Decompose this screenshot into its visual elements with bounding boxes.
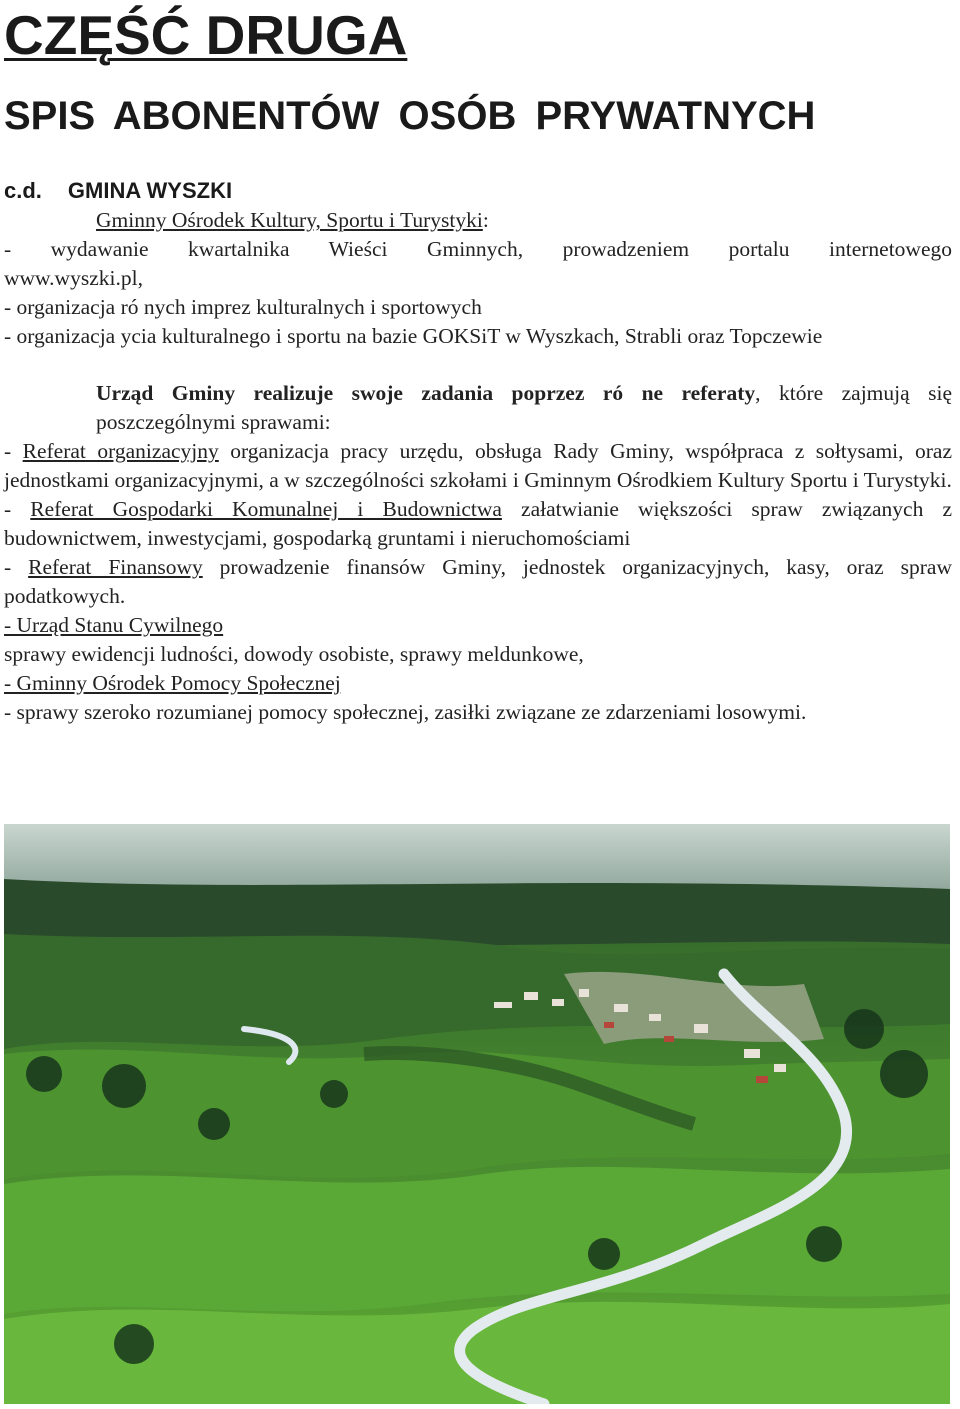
usc-heading: - Urząd Stanu Cywilnego	[4, 613, 224, 637]
section-title: SPIS ABONENTÓW OSÓB PRYWATNYCH	[4, 94, 816, 138]
office-item-1: - Referat organizacyjny organizacja pracy urzędu, obsługa Rady Gminy, współpraca z sołtysami, oraz jednostkami organizacyjnymi, a w szczególności szkołami i Gminnym Ośrodkiem Kultury Sportu i Turystyki.	[4, 439, 952, 492]
office-item-2: - Referat Gospodarki Komunalnej i Budownictwa załatwianie większości spraw związanych z budownictwem, inwestycjami, gospodarką gruntami i nieruchomościami	[4, 497, 952, 550]
goksit-item-3: - organizacja ycia kulturalnego i sportu na bazie GOKSiT w Wyszkach, Strabli oraz Topczewie	[4, 324, 823, 348]
municipality-name: GMINA WYSZKI	[67, 178, 233, 203]
gops-heading: - Gminny Ośrodek Pomocy Społecznej	[4, 671, 341, 695]
referat-name: Referat Gospodarki Komunalnej i Budownictwa	[30, 497, 502, 521]
document-body	[4, 206, 952, 727]
office-item-3: - Referat Finansowy prowadzenie finansów Gminy, jednostek organizacyjnych, kasy, oraz spraw podatkowych.	[4, 555, 952, 608]
municipality-heading	[4, 176, 232, 206]
part-title: CZĘŚĆ DRUGA	[4, 4, 408, 66]
referat-name: Referat organizacyjny	[22, 439, 219, 463]
aerial-landscape-image	[4, 824, 950, 1404]
goksit-item-1a: - wydawanie kwartalnika Wieści Gminnych, prowadzeniem portalu internetowego	[4, 237, 952, 261]
office-intro: Urząd Gminy realizuje swoje zadania poprzez ró ne referaty, które zajmują się poszczególnymi sprawami:	[96, 381, 952, 434]
goksit-title: Gminny Ośrodek Kultury, Sportu i Turystyki:	[96, 208, 489, 232]
usc-desc: sprawy ewidencji ludności, dowody osobiste, sprawy meldunkowe,	[4, 642, 584, 666]
gops-desc: - sprawy szeroko rozumianej pomocy społecznej, zasiłki związane ze zdarzeniami losowymi.	[4, 700, 807, 724]
referat-name: Referat Finansowy	[28, 555, 203, 579]
goksit-item-2: - organizacja ró nych imprez kulturalnych i sportowych	[4, 295, 482, 319]
continued-label: c.d.	[4, 178, 42, 203]
goksit-item-1b: www.wyszki.pl,	[4, 266, 143, 290]
